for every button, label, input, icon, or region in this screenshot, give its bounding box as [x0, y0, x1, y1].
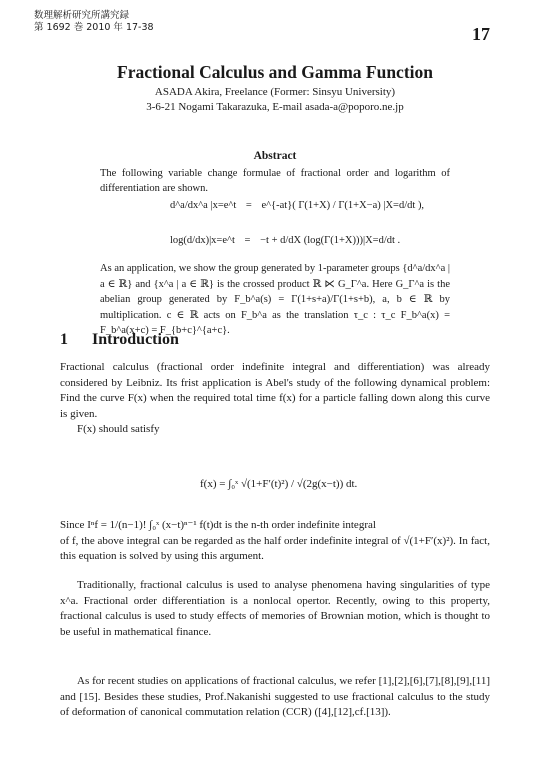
intro-paragraph-4: Traditionally, fractional calculus is used to analyse phenomena having singularities of type x^a. Fractional order differentiation is a nonlocal opertor. Recently, owing to this property, fractional calculus is used to study effects of memories of Brownian motion, which is thought to be useful in mathematical finance. [60, 579, 490, 638]
journal-issue: 第 1692 巻 2010 年 17-38 [34, 22, 154, 33]
equation-1: d^a/dx^a |x=e^t = e^{-at}( Γ(1+X) / Γ(1+X−a) |X=d/dt ), [170, 200, 425, 211]
equation-2: log(d/dx)|x=e^t = −t + d/dX (log(Γ(1+X)))|X=d/dt . [170, 235, 401, 246]
intro-paragraph-5: As for recent studies on applications of fractional calculus, we refer [1],[2],[6],[7],[8],[9],[11] and [15]. Besides these studies, Prof.Nakanishi suggested to use fractional calculus to the study of deformation of canonical commutation relation (CCR) ([4],[12],cf.[13]). [60, 675, 490, 719]
page-number: 17 [472, 24, 490, 44]
author-line: ASADA Akira, Freelance (Former: Sinsyu University) [154, 86, 396, 98]
equation-3: f(x) = ∫₀ˣ √(1+F′(t)²) / √(2g(x−t)) dt. [200, 478, 358, 490]
abstract-intro: The following variable change formulae of fractional order and logarithm of differentiation are shown. [100, 168, 450, 194]
equation-1-rhs: e^{-at}( Γ(1+X) / Γ(1+X−a) |X=d/dt ), [261, 200, 425, 211]
intro-paragraph-3: Since Iⁿf = 1/(n−1)! ∫₀ˣ (x−t)ⁿ⁻¹ f(t)dt is the n-th order indefinite integral of f, the above integral can be regarded as the half order indefinite integral of √(1+F′(x)²). In fact, this equation is solved by using this argument. [60, 519, 490, 563]
journal-name: 数理解析研究所講究録 [34, 10, 130, 21]
intro-paragraph-2: F(x) should satisfy [77, 423, 160, 436]
section-number: 1 [60, 331, 68, 348]
abstract-heading: Abstract [253, 150, 297, 162]
address-line: 3-6-21 Nogami Takarazuka, E-mail asada-a@poporo.ne.jp [146, 101, 404, 113]
paper-title: Fractional Calculus and Gamma Function [117, 62, 433, 82]
equation-1-lhs: d^a/dx^a |x=e^t [170, 200, 237, 211]
journal-header [34, 10, 154, 34]
section-heading [60, 331, 179, 349]
intro-paragraph-1: Fractional calculus (fractional order indefinite integral and differentiation) was already considered by Leibniz. Its frist application is Abel's study of the following dynamical problem: Find the curve F(x) when the required total time f(x) for a particle falling down along this curve is given. F(x) should satisfy [60, 360, 490, 438]
equation-2-rhs: −t + d/dX (log(Γ(1+X)))|X=d/dt . [260, 235, 401, 246]
abstract-application: As an application, we show the group generated by 1-parameter groups {d^a/dx^a | a ∈ ℝ} and {x^a | a ∈ ℝ} is the crossed product ℝ ⋉ G_Γ^a. Here G_Γ^a is the abelian group generated by F_b^a(s) = Γ(1+s+a)/Γ(1+s+b), a, b ∈ ℝ by multiplication. c ∈ ℝ acts on F_b^a as the translation τ_c : τ_c F_b^a(x) = F_b^a(x+c) = F_{b+c}^{a+c}. [100, 263, 450, 336]
section-title: Introduction [92, 331, 179, 348]
equation-2-lhs: log(d/dx)|x=e^t [170, 235, 235, 246]
